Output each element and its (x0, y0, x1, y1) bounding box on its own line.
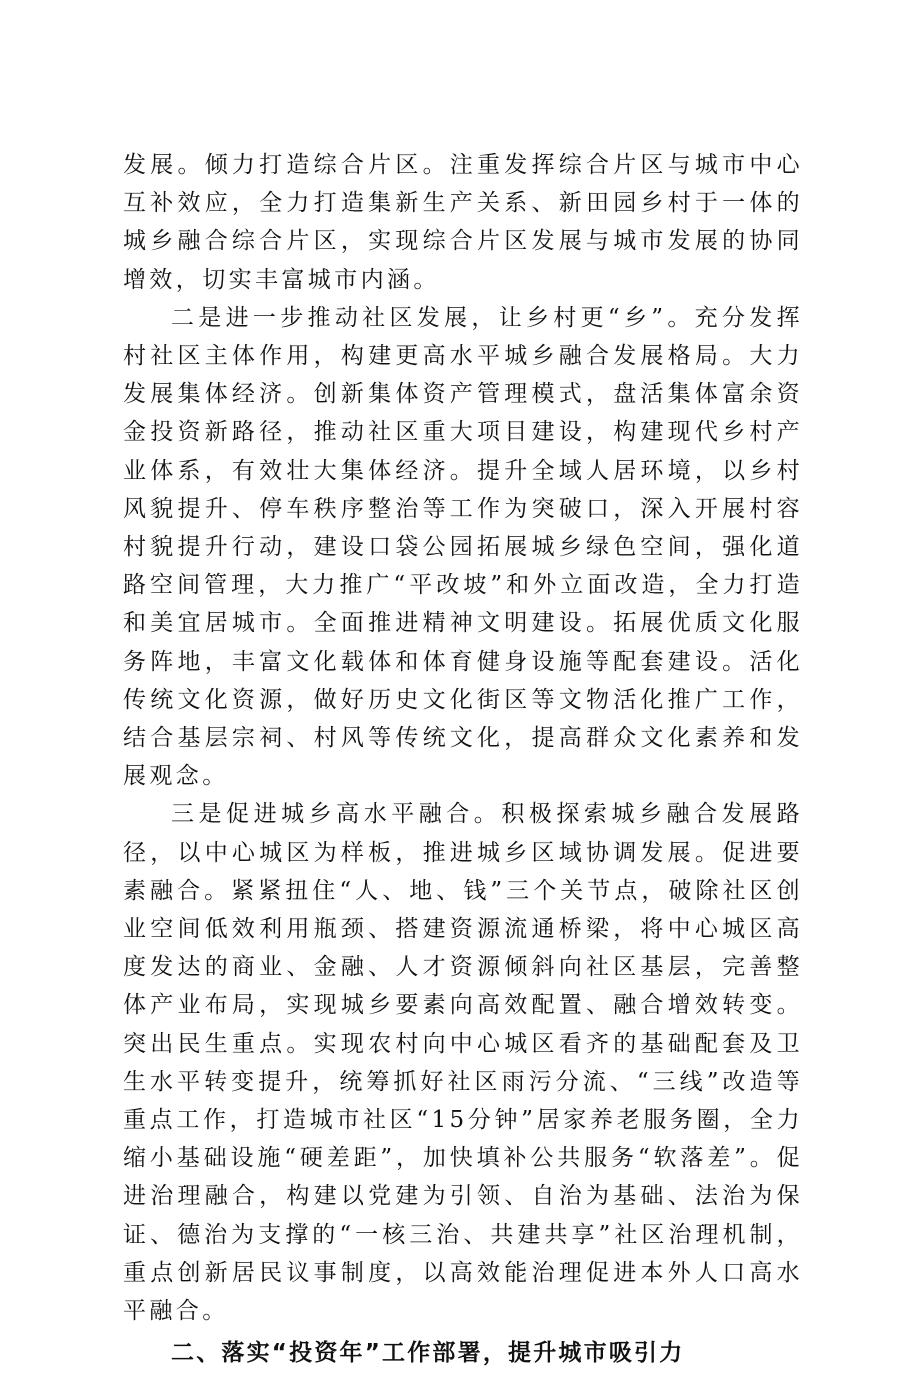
paragraph-continuation: 发展。倾力打造综合片区。注重发挥综合片区与城市中心互补效应，全力打造集新生产关系、新田园乡村于一体的城乡融合综合片区，实现综合片区发展与城市发展的协同增效，切实丰富城市内涵。 (123, 152, 803, 293)
paragraph-urban-rural-integration: 三是促进城乡高水平融合。积极探索城乡融合发展路径，以中心城区为样板，推进城乡区域协调发展。促进要素融合。紧紧扭住“人、地、钱”三个关节点，破除社区创业空间低效利用瓶颈、搭建资源流通桥梁，将中心城区高度发达的商业、金融、人才资源倾斜向社区基层，完善整体产业布局，实现城乡要素向高效配置、融合增效转变。突出民生重点。实现农村向中心城区看齐的基础配套及卫生水平转变提升，统筹抓好社区雨污分流、“三线”改造等重点工作，打造城市社区“15分钟”居家养老服务圈，全力缩小基础设施“硬差距”，加快填补公共服务“软落差”。促进治理融合，构建以党建为引领、自治为基础、法治为保证、德治为支撑的“一核三治、共建共享”社区治理机制，重点创新居民议事制度，以高效能治理促进本外人口高水平融合。 (123, 801, 803, 1325)
paragraph-community-development: 二是进一步推动社区发展，让乡村更“乡”。充分发挥村社区主体作用，构建更高水平城乡融合发展格局。大力发展集体经济。创新集体资产管理模式，盘活集体富余资金投资新路径，推动社区重大项目建设，构建现代乡村产业体系，有效壮大集体经济。提升全域人居环境，以乡村风貌提升、停车秩序整治等工作为突破口，深入开展村容村貌提升行动，建设口袋公园拓展城乡绿色空间，强化道路空间管理，大力推广“平改坡”和外立面改造，全力打造和美宜居城市。全面推进精神文明建设。拓展优质文化服务阵地，丰富文化载体和体育健身设施等配套建设。活化传统文化资源，做好历史文化街区等文物活化推广工作，结合基层宗祠、村风等传统文化，提高群众文化素养和发展观念。 (123, 304, 803, 790)
section-heading: 二、落实“投资年”工作部署，提升城市吸引力 (171, 1340, 685, 1367)
document-body (123, 146, 803, 1373)
